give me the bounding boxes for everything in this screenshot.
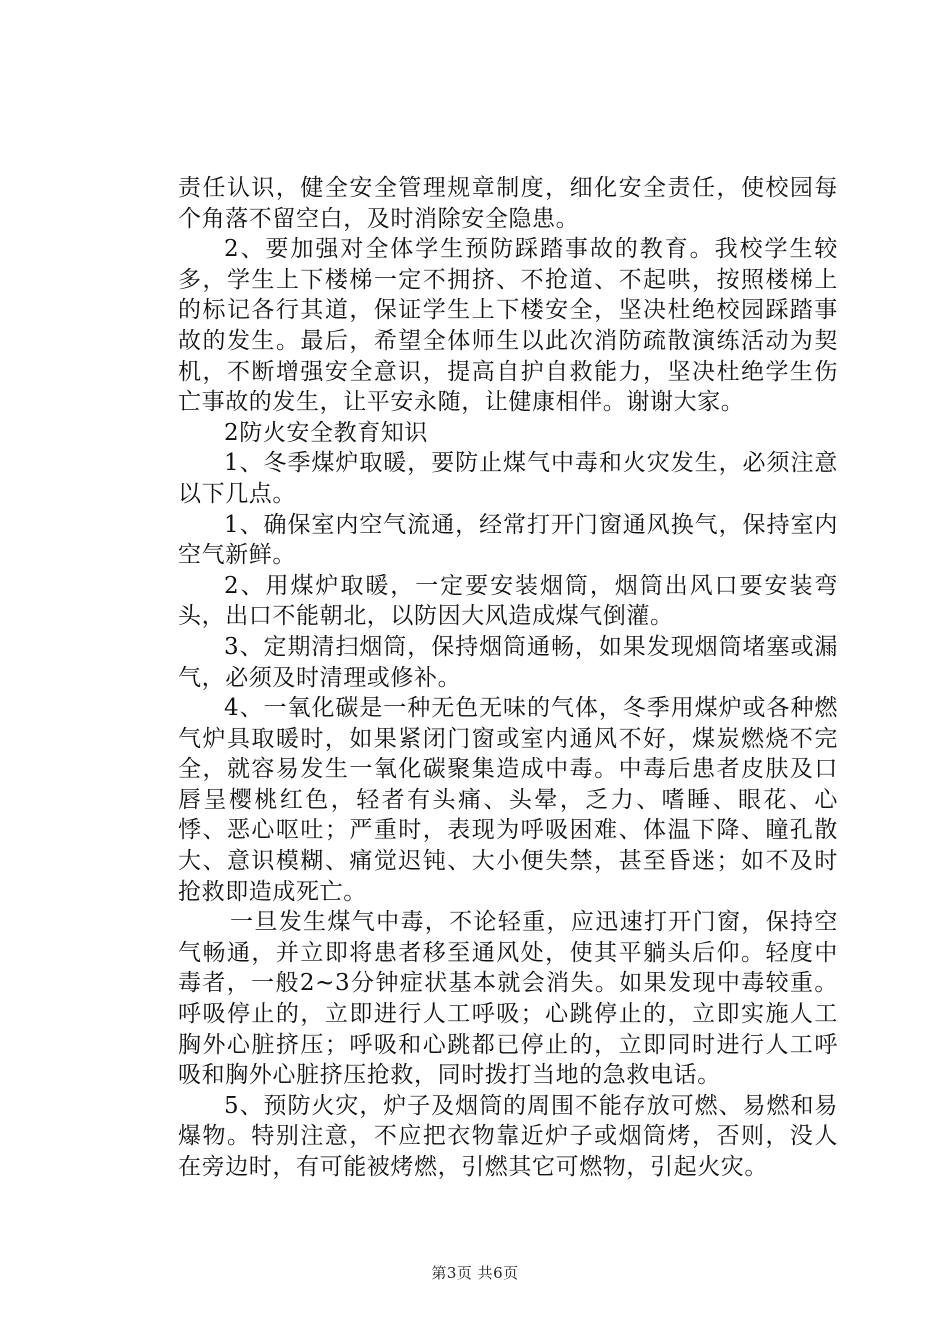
paragraph-carbon-monoxide: 4、一氧化碳是一种无色无味的气体，冬季用煤炉或各种燃气炉具取暖时，如果紧闭门窗或室内通风不好，煤炭燃烧不完全，就容易发生一氧化碳聚集造成中毒。中毒后患者皮肤及口唇呈樱桃红色，轻者有头痛、头晕，乏力、嗜睡、眼花、心悸、恶心呕吐；严重时，表现为呼吸困难、体温下降、瞳孔散大、意识模糊、痛觉迟钝、大小便失禁，甚至昏迷；如不及时抢救即造成死亡。	[178, 695, 838, 905]
paragraph-ventilation: 1、确保室内空气流通，经常打开门窗通风换气，保持室内空气新鲜。	[178, 511, 838, 569]
paragraph-continuation: 责任认识，健全安全管理规章制度，细化安全责任，使校园每个角落不留空白，及时消除安全隐患。	[178, 175, 838, 232]
paragraph-poisoning-first-aid: 一旦发生煤气中毒，不论轻重，应迅速打开门窗，保持空气畅通，并立即将患者移至通风处，使其平躺头后仰。轻度中毒者，一般2~3分钟症状基本就会消失。如果发现中毒较重。呼吸停止的，立即进行人工呼吸；心跳停止的，立即实施人工胸外心脏挤压；呼吸和心跳都已停止的，立即同时进行人工呼吸和胸外心脏挤压抢救，同时拨打当地的急救电话。	[178, 909, 838, 1089]
paragraph-chimney-clean: 3、定期清扫烟筒，保持烟筒通畅，如果发现烟筒堵塞或漏气，必须及时清理或修补。	[178, 633, 838, 691]
page-footer: 第3页 共6页	[431, 1264, 519, 1282]
paragraph-stampede-education: 2、要加强对全体学生预防踩踏事故的教育。我校学生较多，学生上下楼梯一定不拥挤、不抢道、不起哄，按照楼梯上的标记各行其道，保证学生上下楼安全，坚决杜绝校园踩踏事故的发生。最后，希望全体师生以此次消防疏散演练活动为契机，不断增强安全意识，提高自护自救能力，坚决杜绝学生伤亡事故的发生，让平安永随，让健康相伴。谢谢大家。	[178, 236, 838, 416]
paragraph-chimney-install: 2、用煤炉取暖，一定要安装烟筒，烟筒出风口要安装弯头，出口不能朝北，以防因大风造成煤气倒灌。	[178, 572, 838, 630]
paragraph-fire-prevention: 5、预防火灾，炉子及烟筒的周围不能存放可燃、易燃和易爆物。特别注意，不应把衣物靠近炉子或烟筒烤，否则，没人在旁边时，有可能被烤燃，引燃其它可燃物，引起火灾。	[178, 1092, 838, 1180]
paragraph-winter-heating: 1、冬季煤炉取暖，要防止煤气中毒和火灾发生，必须注意以下几点。	[178, 450, 838, 507]
document-body	[178, 173, 838, 1183]
section-heading-fire-safety: 2防火安全教育知识	[224, 419, 429, 446]
